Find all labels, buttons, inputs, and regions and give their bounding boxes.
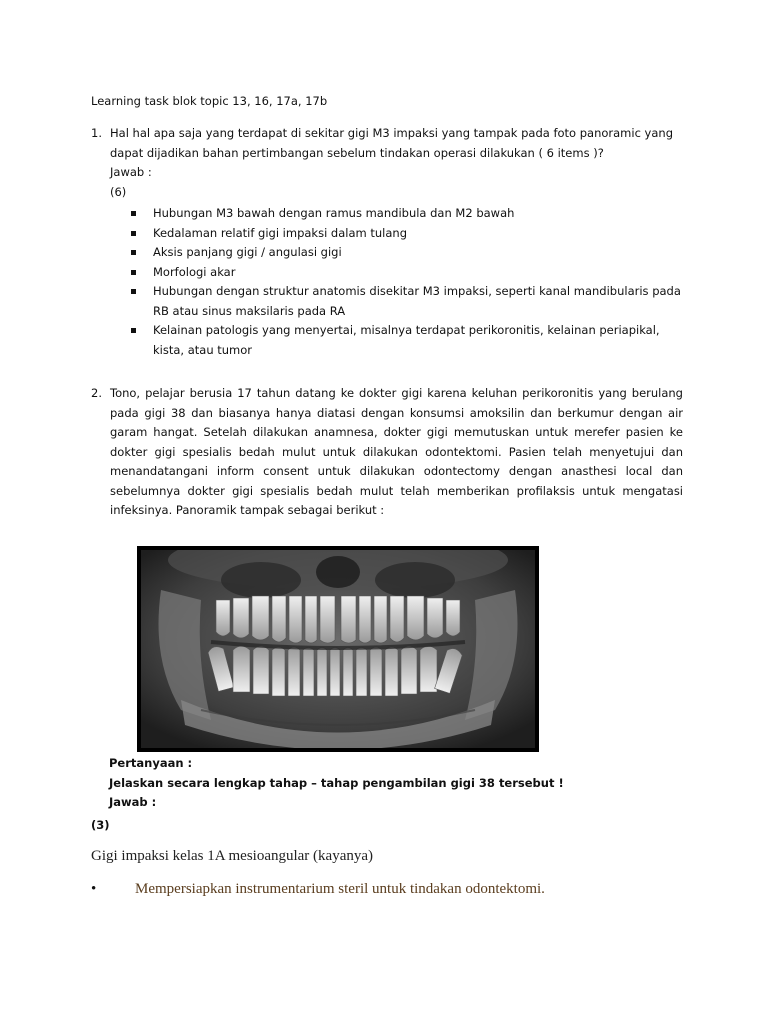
answer-bullet-text: Mempersiapkan instrumentarium steril untuk tindakan odontektomi. [135, 881, 545, 897]
square-bullet-icon [131, 270, 136, 275]
question-2-number: 2. [91, 386, 102, 400]
question-2 [91, 384, 683, 521]
square-bullet-icon [131, 289, 136, 294]
list-item: Hubungan M3 bawah dengan ramus mandibula dan M2 bawah [128, 204, 683, 224]
square-bullet-icon [131, 211, 136, 216]
question-1 [91, 124, 683, 202]
answer-heading: Gigi impaksi kelas 1A mesioangular (kayanya) [91, 848, 374, 864]
question-1-number: 1. [91, 126, 102, 140]
list-item: Aksis panjang gigi / angulasi gigi [128, 243, 683, 263]
pertanyaan-label: Pertanyaan : [109, 756, 193, 770]
list-item: Kedalaman relatif gigi impaksi dalam tulang [128, 224, 683, 244]
square-bullet-icon [131, 231, 136, 236]
question-1-answer-list [128, 204, 683, 360]
question-1-score: (6) [110, 184, 127, 199]
round-bullet-icon: • [91, 881, 97, 897]
square-bullet-icon [131, 250, 136, 255]
question-2-jawab-label: Jawab : [109, 795, 157, 809]
pertanyaan-text: Jelaskan secara lengkap tahap – tahap pengambilan gigi 38 tersebut ! [109, 775, 564, 790]
list-item: Morfologi akar [128, 263, 683, 283]
document-title: Learning task blok topic 13, 16, 17a, 17b [91, 94, 328, 108]
square-bullet-icon [131, 328, 136, 333]
list-item: Kelainan patologis yang menyertai, misalnya terdapat perikoronitis, kelainan periapikal, kista, atau tumor [128, 321, 683, 360]
panoramic-xray-image [137, 546, 539, 752]
panoramic-xray-graphic [141, 550, 535, 748]
question-2-paragraph: Tono, pelajar berusia 17 tahun datang ke dokter gigi karena keluhan perikoronitis yang berulang pada gigi 38 dan biasanya hanya diatasi dengan konsumsi amoksilin dan berkumur dengan air garam hangat. Setelah dilakukan anamnesa, dokter gigi memutuskan untuk merefer pasien ke dokter gigi spesialis bedah mulut untuk dilakukan odontektomi. Pasien telah menyetujui dan menandatangani inform consent untuk dilakukan odontectomy dengan anasthesi local dan sebelumnya dokter gigi spesialis bedah mulut telah memberikan profilaksis untuk mengatasi infeksinya. Panoramik tampak sebagai berikut : [110, 386, 683, 517]
question-2-followup [109, 754, 564, 813]
question-1-text: Hal hal apa saja yang terdapat di sekitar gigi M3 impaksi yang tampak pada foto panoramic yang dapat dijadikan bahan pertimbangan sebelum tindakan operasi dilakukan ( 6 items )? [110, 126, 673, 160]
question-2-score: (3) [91, 818, 110, 832]
question-1-jawab-label: Jawab : [110, 165, 152, 179]
list-item: Hubungan dengan struktur anatomis disekitar M3 impaksi, seperti kanal mandibularis pada RB atau sinus maksilaris pada RA [128, 282, 683, 321]
